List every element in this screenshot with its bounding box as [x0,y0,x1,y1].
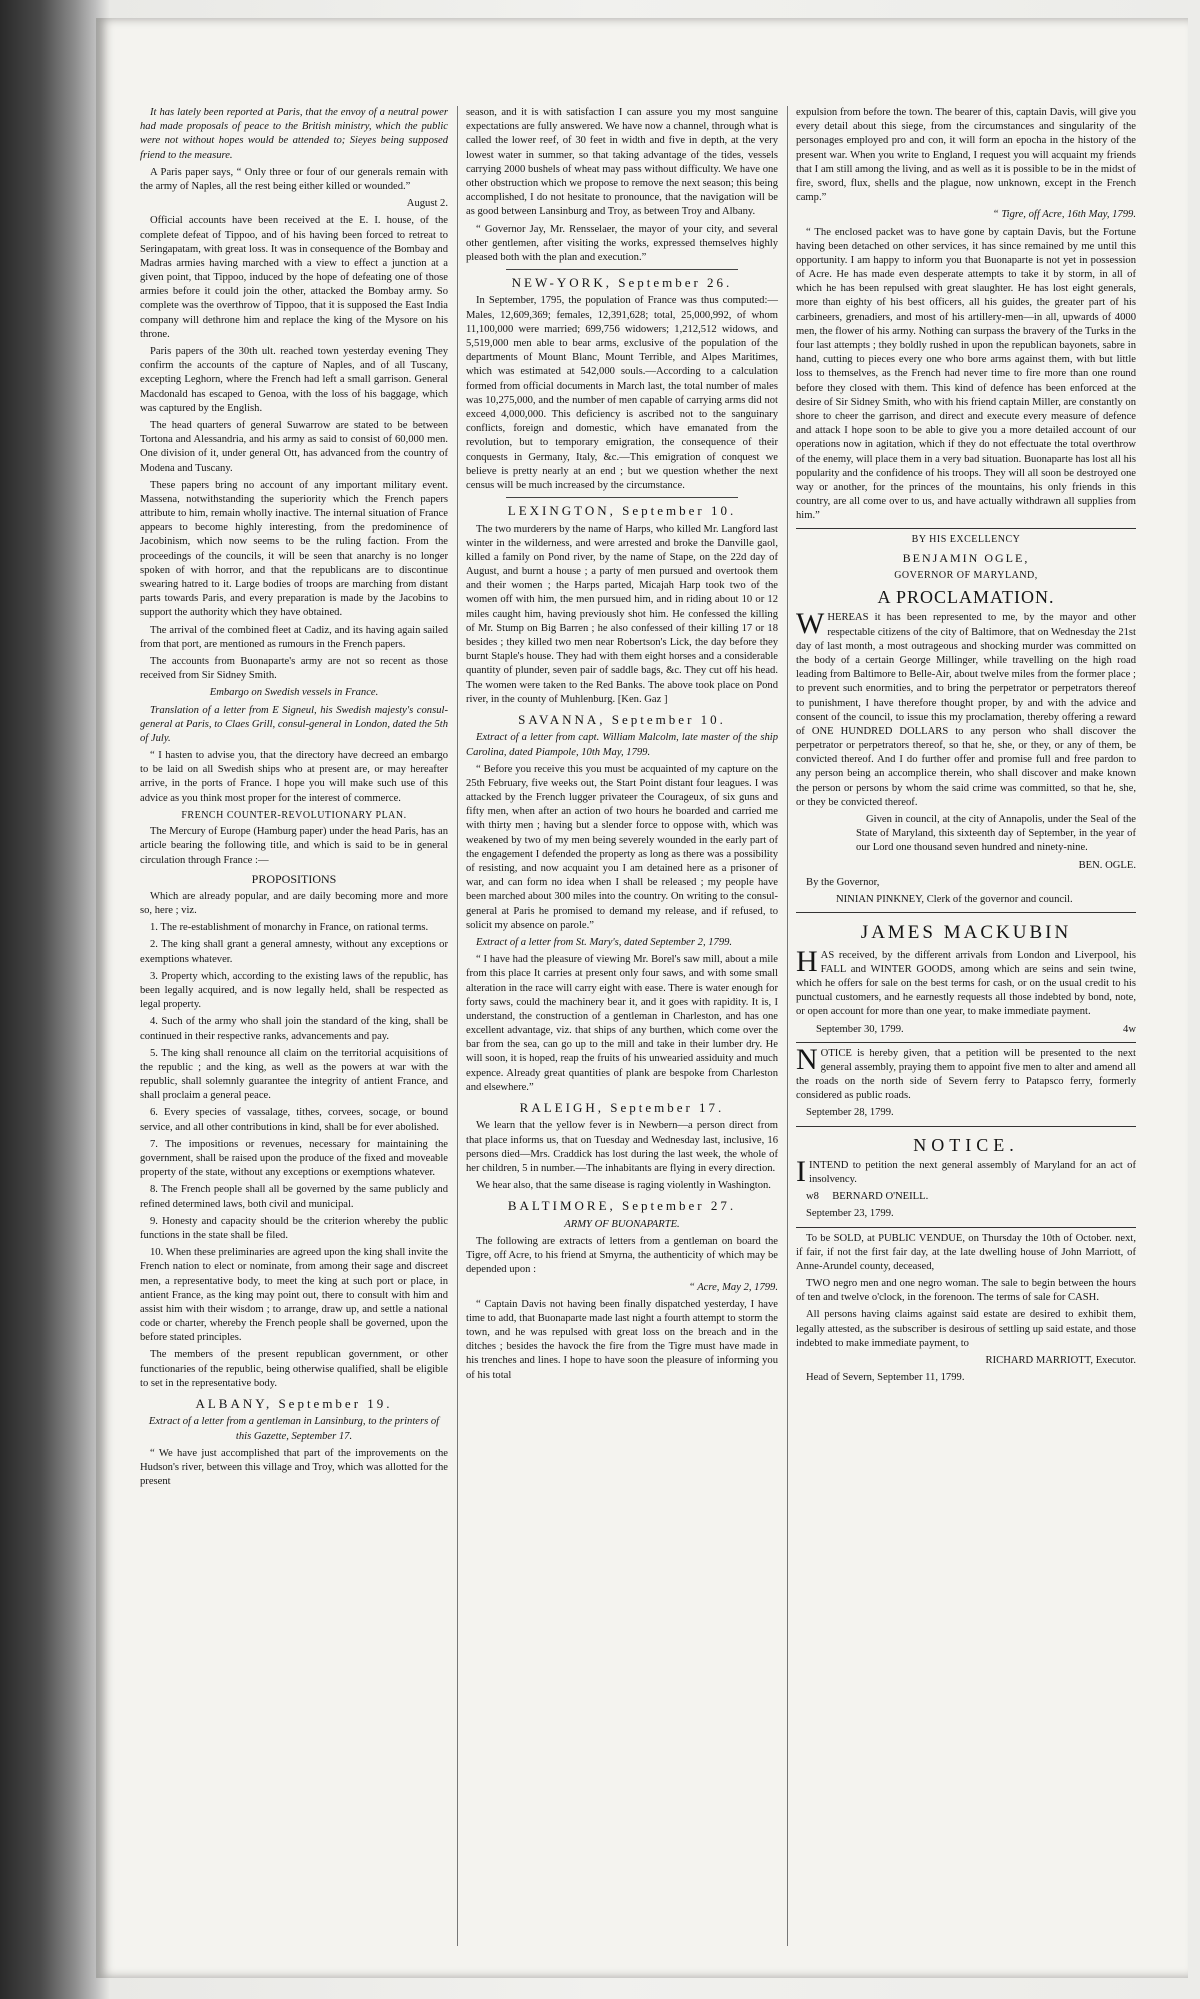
column-rule [787,106,788,1946]
subheading: Translation of a letter from E Signeul, his Swedish majesty's consul-general at Paris, to Claes Grill, consul-general in London, dated the 5th of July. [140,704,448,744]
signature-line [796,1190,1136,1204]
advertiser-name: JAMES MACKUBIN [860,922,1072,944]
subheading: Extract of a letter from St. Mary's, dated September 2, 1799. [476,936,733,948]
divider [506,497,738,498]
dateline-heading: SAVANNA, September 10. [518,711,726,727]
drop-cap: W [796,607,825,641]
paragraph: “ We have just accomplished that part of the improvements on the Hudson's river, between this village and Troy, which was allotted for the present [140,1447,448,1488]
list-item: 4. Such of the army who shall join the standard of the king, shall be continued in their respective ranks, advancements and pay. [140,1016,448,1042]
paragraph: Paris papers of the 30th ult. reached town yesterday evening They confirm the accounts of the capture of Naples, and of all Tuscany, excepting Leghorn, where the French had left a small garrison. General Macdonald has escaped to Genoa, with the loss of his baggage, which was captured by the English. [140,346,448,414]
paragraph: The arrival of the combined fleet at Cadiz, and its having again sailed from that port, are mentioned as rumours in the French papers. [140,624,448,650]
ad-date: Head of Severn, September 11, 1799. [806,1372,965,1384]
paragraph: season, and it is with satisfaction I can assure you my most sanguine expectations are fully answered. We have now a channel, through what is called the lower reef, of 30 feet in width and five in depth, at the very lowest water in summer, so that taking advantage of the tides, vessels carrying 2000 bushels of wheat may pass without difficulty. We have one other obstruction which we propose to remove the next season; this being accomplished, I do not hesitate to pronounce, that the navigation will be as good between Lansinburg and Troy, as between Troy and Albany. [466,107,778,218]
paragraph: The Mercury of Europe (Hamburg paper) under the head Paris, has an article bearing the following title, and which is said to be in general circulation through France :— [140,826,448,866]
paragraph: “ Captain Davis not having been finally dispatched yesterday, I have time to add, that Buonaparte made last night a fourth attempt to storm the town, and he was repulsed with great loss on the breach and in the ditches ; besides the havock the fire from the Tigre must have made in his trenches and lines. I hope to have soon the pleasure of informing you of his total [466,1298,778,1381]
proclamation-text: HEREAS it has been represented to me, by the mayor and other respectable citizens of the city of Baltimore, that on Wednesday the 21st day of last month, a most outrageous and shocking murder was committed on the body of a certain George Millinger, while travelling on the high road leading from Baltimore to Belle-Air, about twelve miles from the former place ; to prevent such enormities, and to bring the perpetrator or perpetrators thereof to punishment, I have therefore thought proper, by and with the advice and consent of the council, to issue this my proclamation, thereby offering a reward of ONE HUNDRED DOLLARS to any person who shall discover the perpetrator or perpetrators thereof, so that he, she, or they, or any of them, be convicted thereof. And I do further offer and promise full and free pardon to any person being an accomplice therein, who shall discover and make known the person or persons by whom the said crime was committed, so that he, she, or they be convicted thereof. [796,612,1136,808]
paragraph: The members of the present republican government, or other functionaries of the republic, being otherwise qualified, shall be eligible to set in the representative body. [140,1349,448,1389]
paragraph: “ Before you receive this you must be acquainted of my capture on the 25th February, five weeks out, the Start Point distant four leagues. I was attacked by the French lugger privateer the Courageux, of six guns and fifty men, when after an action of two hours he boarded and carried me with thirty men ; having but a slender force to oppose with, which was weakened by two of my men being severely wounded in the early part of the engagement I defended the property as long as there was a possibility of resisting, and now acquaint you I am detained here as a prisoner of war, and can form no idea when I shall be released ; my people have been marched about 300 miles into the country. On writing to the consul-general at Paris he promised to demand my release, and if refused, to solicit my absence on parole.” [466,763,778,931]
column-1 [140,106,448,1492]
dateline: “ Tigre, off Acre, 16th May, 1799. [992,209,1136,221]
dateline [796,1023,1136,1037]
paragraph: The head quarters of general Suwarrow are stated to be between Tortona and Alessandria, and his army as said to consist of 60,000 men. One division of it, under general Ott, has advanced from the country of Modena and Tuscany. [140,419,448,474]
paragraph: By the Governor, [806,876,880,888]
paragraph: The accounts from Buonaparte's army are not so recent as those received from Sir Sidney Smith. [140,655,448,682]
paragraph: expulsion from before the town. The bearer of this, captain Davis, will give you every detail about this siege, from the circumstances and singularity of the personages employed pro and con, it will form an epocha in the history of the present war. When you write to England, I request you will acquaint my friends that I am still among the living, and as well as it is possible to be in the midst of fire, sword, flux, shells and the plague, now unknown, except in the French camp.” [796,107,1136,204]
list-item: 8. The French people shall all be governed by the same publicly and refined determined laws, both civil and municipal. [140,1184,448,1210]
paragraph: Given in council, at the city of Annapolis, under the Seal of the State of Maryland, this sixteenth day of September, in the year of our Lord one thousand seven hundred and ninety-nine. [856,814,1136,854]
proclamation [796,528,1136,907]
ad-date: September 23, 1799. [806,1208,894,1220]
section-heading: PROPOSITIONS [251,871,337,886]
paragraph: In September, 1795, the population of France was thus computed:—Males, 12,609,369; females, 12,391,628; total, 25,000,992, of whom 11,100,000 were married; 699,756 widowers; 1,212,512 widows, and 5,519,000 men able to bear arms, exclusive of the population of the departments of Mount Blanc, Mount Terrible, and Alpes Maritimes, which was estimated at 542,000 souls.—According to a calculation formed from official documents in March last, the total number of males was 10,275,000, and the number of men capable of carrying arms did not exceed 4,000,000. This deficiency is ascribed not to the sanguinary conflicts, foreign and domestic, which have emanated from the revolution, but to temporary emigration, the consequence of their conquests in Germany, Italy, &c.—This emigration of conquest we believe is pretty nearly at an end ; but we question whether the next census will be much increased by the circumstance. [466,295,778,491]
paragraph: “ I have had the pleasure of viewing Mr. Borel's saw mill, about a mile from this place It carries at present only four saws, and with some small alteration in the race will carry eight with ease. There is water enough for forty saws, could the machinery bear it, and it goes with rapidity. It is, I understand, the construction of a gentleman in Charleston, and has one excellent advantage, viz. that ships of any burthen, which come over the bar from the sea, can go up to the mill and take in their lumber dry. He will soon, it is hoped, reap the fruits of his unwearied assiduity and much expence. Already great quantities of plank are bespoke from Charleston and elsewhere.” [466,954,778,1093]
notice-title: NOTICE. [913,1134,1019,1155]
paragraph: Which are already popular, and are daily becoming more and more so, here ; viz. [140,890,448,917]
advertisement-notice-roads [796,1042,1136,1121]
ad-mark: 4w [1123,1023,1136,1035]
paragraph: We learn that the yellow fever is in Newbern—a person direct from that place informs us, that on Tuesday and Wednesday last, inclusive, 16 persons died—Mrs. Craddick has lost during the last week, the whole of her children, 5 in number.—The inhabitants are flying in every direction. [466,1120,778,1174]
ad-date: September 30, 1799. [816,1023,904,1035]
dateline: August 2. [406,198,448,210]
paragraph: A Paris paper says, “ Only three or four of our generals remain with the army of Naples, all the rest being either killed or wounded.” [140,166,448,192]
advertisement-vendue [796,1227,1136,1386]
signature: BEN. OGLE. [1078,859,1136,871]
list-item: 9. Honesty and capacity should be the criterion whereby the public functions in the state shall be filed. [140,1215,448,1241]
subheading: Extract of a letter from capt. William Malcolm, late master of the ship Carolina, dated Piampole, 10th May, 1799. [466,732,778,758]
dateline-heading: BALTIMORE, September 27. [507,1198,737,1214]
ad-text: AS received, by the different arrivals from London and Liverpool, his FALL and WINTER GOODS, among which are seins and sein twine, which he offers for sale on the best terms for cash, or on the usual credit to his punctual customers, and he earnestly requests all those indebted by bond, note, or open account for more than one year, to make immediate payment. [796,949,1136,1018]
column-rule [457,106,458,1946]
list-item: 10. When these preliminaries are agreed upon the king shall invite the French nation to elect or nominate, from among their sage and discreet men, a representative body, to meet the king at such port or place, in antient France, as the king may point out, there to consult with him and assist him with their wisdom ; to arrange, draw up, and settle a national code or charter, whereby the French people shall be governed, upon the before stated principles. [140,1247,448,1344]
subheading: Embargo on Swedish vessels in France. [209,687,379,699]
paragraph: To be SOLD, at PUBLIC VENDUE, on Thursday the 10th of October. next, if fair, if not the first fair day, at the late dwelling house of John Marriott, of Anne-Arundel county, deceased, [796,1232,1136,1272]
dateline-heading: LEXINGTON, September 10. [507,503,737,519]
subheading: Extract of a letter from a gentleman in Lansinburg, to the printers of this Gazette, September 17. [148,1416,440,1442]
signature: BERNARD O'NEILL. [832,1191,929,1203]
paragraph: The two murderers by the name of Harps, who killed Mr. Langford last winter in the wilderness, and were arrested and broke the Danville gaol, killed a family on Pond river, by the name of Stape, on the 22d day of August, and burnt a house ; a party of men pursued and overtook them and their women ; the Harps parted, Micajah Harp took two of the women off with him, the men pursued him, and in riding about 10 or 12 miles caught him, having previously shot him. He confessed the killing of Mr. Stump on Big Barren ; he also confessed of their killing 17 or 18 besides ; they killed two men near Robertson's Lick, the day before they burnt Staple's house. They had with them eight horses and a considerable quantity of plunder, seven pair of saddle bags, &c. They cut off his head. The women were taken to the Red Banks. The above took place on Pond river, in the county of Muhlenburg. [Ken. Gaz ] [466,523,778,705]
ad-mark: w8 [806,1191,819,1203]
drop-cap: H [796,944,818,978]
advertisement-mackubin [796,912,1136,1037]
proclamation-title: A PROCLAMATION. [877,587,1055,608]
paragraph: These papers bring no account of any important military event. Massena, notwithstanding the superiority which the French papers attribute to him, remain wholly inactive. The internal situation of France appears to become highly interesting, from the predominence of Jacobinism, which now seems to be the ruling faction. From the proceedings of the councils, it will be seen that anarchy is no longer spoken of with horror, and that the republicans are to discontinue swearing hatred to it. Large bodies of troops are marching from distant parts towards Paris, and every preparation is made by the Jacobins to support the authority which they have obtained. [140,479,448,619]
paragraph [796,944,1136,1020]
column-2 [466,106,778,1386]
paragraph: “ Governor Jay, Mr. Rensselaer, the mayor of your city, and several other gentlemen, after visiting the works, expressed themselves highly pleased both with the plan and execution.” [466,223,778,263]
list-item: 7. The impositions or revenues, necessary for maintaining the government, shall be raised upon the produce of the fixed and moveable property of the state, without any exceptions or exemptions whatever. [140,1138,448,1179]
dateline: “ Acre, May 2, 1799. [688,1281,778,1293]
ad-text: INTEND to petition the next general assembly of Maryland for an act of insolvency. [809,1159,1136,1185]
subheading: ARMY OF BUONAPARTE. [564,1218,680,1230]
dateline-heading: RALEIGH, September 17. [519,1100,725,1116]
advertisement-notice-insolvency [796,1126,1136,1222]
paragraph [796,607,1136,810]
paragraph: All persons having claims against said estate are desired to exhibit them, legally attested, as the subscriber is desirous of settling up said estate, and those indebted to make immediate payment, to [796,1309,1136,1349]
list-item: 1. The re-establishment of monarchy in France, on rational terms. [150,922,429,934]
proclamation-by: BY HIS EXCELLENCY [911,534,1021,546]
list-item: 2. The king shall grant a general amnesty, without any exceptions or exemptions whatever. [140,939,448,965]
divider [506,269,738,270]
paragraph: It has lately been reported at Paris, that the envoy of a neutral power had made proposals of peace to the British ministry, which the public were not without hopes would be attended to; Sieyes being supposed friend to the measure. [140,107,448,161]
subheading: FRENCH COUNTER-REVOLUTIONARY PLAN. [181,809,407,821]
drop-cap: N [796,1042,818,1076]
paragraph [796,1042,1136,1104]
newspaper-page [96,18,1188,1978]
paragraph: TWO negro men and one negro woman. The sale to begin between the hours of ten and twelve o'clock, in the forenoon. The terms of sale for CASH. [796,1278,1136,1304]
governor-name: BENJAMIN OGLE, [902,550,1030,565]
paragraph: NINIAN PINKNEY, Clerk of the governor and council. [836,893,1073,905]
paragraph: “ I hasten to advise you, that the directory have decreed an embargo to be laid on all Swedish ships who at present are, or may hereafter arrive, in the ports of France. I hope you will make such use of this advice as you think most proper for the interest of commerce. [140,750,448,804]
list-item: 5. The king shall renounce all claim on the territorial acquisitions of the republic ; and the king, as well as the powers at war with the republic, shall solemnly guarantee the integrity of antient France, and shall proclaim a general peace. [140,1047,448,1102]
list-item: 3. Property which, according to the existing laws of the republic, has been legally acquired, and is now legally held, shall be respected as legal property. [140,970,448,1011]
dateline-heading: NEW-YORK, September 26. [511,275,733,291]
dateline-heading: ALBANY, September 19. [195,1396,393,1412]
paragraph [796,1154,1136,1188]
list-item: 6. Every species of vassalage, tithes, corvees, socage, or bound service, and all other contributions in kind, shall be for ever abolished. [140,1107,448,1133]
drop-cap: I [796,1154,806,1188]
ad-date: September 28, 1799. [806,1107,894,1119]
signature: RICHARD MARRIOTT, Executor. [985,1355,1136,1367]
paragraph: The following are extracts of letters from a gentleman on board the Tigre, off Acre, to his friend at Smyrna, the authenticity of which may be depended upon : [466,1235,778,1276]
column-3 [796,106,1136,1388]
ad-text: OTICE is hereby given, that a petition will be presented to the next general assembly, praying them to appoint five men to alter and amend all the roads on the north side of Severn ferry to Patapsco ferry, formerly considered as public roads. [796,1047,1136,1102]
paragraph: Official accounts have been received at the E. I. house, of the complete defeat of Tippoo, and of his having been forced to retreat to Seringapatam, with great loss. It was in consequence of the Bombay and Madras armies having marched with a view to effect a junction at a given point, that Tippoo, induced by the hope of defeating one of those armies before it could join the other, attacked the Bombay army. So complete was the overthrow of Tippoo, that it is supposed the East India company will dethrone him and replace the king of the Mysore on his throne. [140,215,448,340]
governor-title: GOVERNOR OF MARYLAND, [894,569,1038,581]
paragraph: “ The enclosed packet was to have gone by captain Davis, but the Fortune having been detached on other services, it has since remained by me until this opportunity. I am happy to inform you that Buonaparte is not yet in possession of Acre. He has made even desperate attempts to take it by storm, in all of which he has been repulsed with great slaughter. He has lost eight generals, more than eighty of his best officers, all his guides, the greater part of his carbineers, grenadiers, and most of his artillery-men—in all, upwards of 4000 men, the flower of his army. Nothing can surpass the bravery of the Turks in the four last attempts ; they boldly rushed in upon the republican bayonets, sabre in hand, cutting to pieces every one who bore arms against them, with but little loss to themselves, as the French had never time to fire more than one round before they closed with them. This kind of defence has been enforced at the desire of Sir Sidney Smith, who with his friend captain Miller, are constantly on shore to cheer the garrison, and direct and execute every measure of defence and attack I hope soon to be able to give you a more detailed account of our operations now in agitation, which if they do not effectuate the total overthrow of the enemy, will place them in a very bad situation. Buonaparte has lost all his popularity and the confidence of his troops. They will all soon be destroyed one way or another, for the princes of the mountains, his only friends in this country, are all come over to us, and have actually withdrawn all supplies from him.” [796,226,1136,522]
paragraph: We hear also, that the same disease is raging violently in Washington. [476,1180,771,1192]
